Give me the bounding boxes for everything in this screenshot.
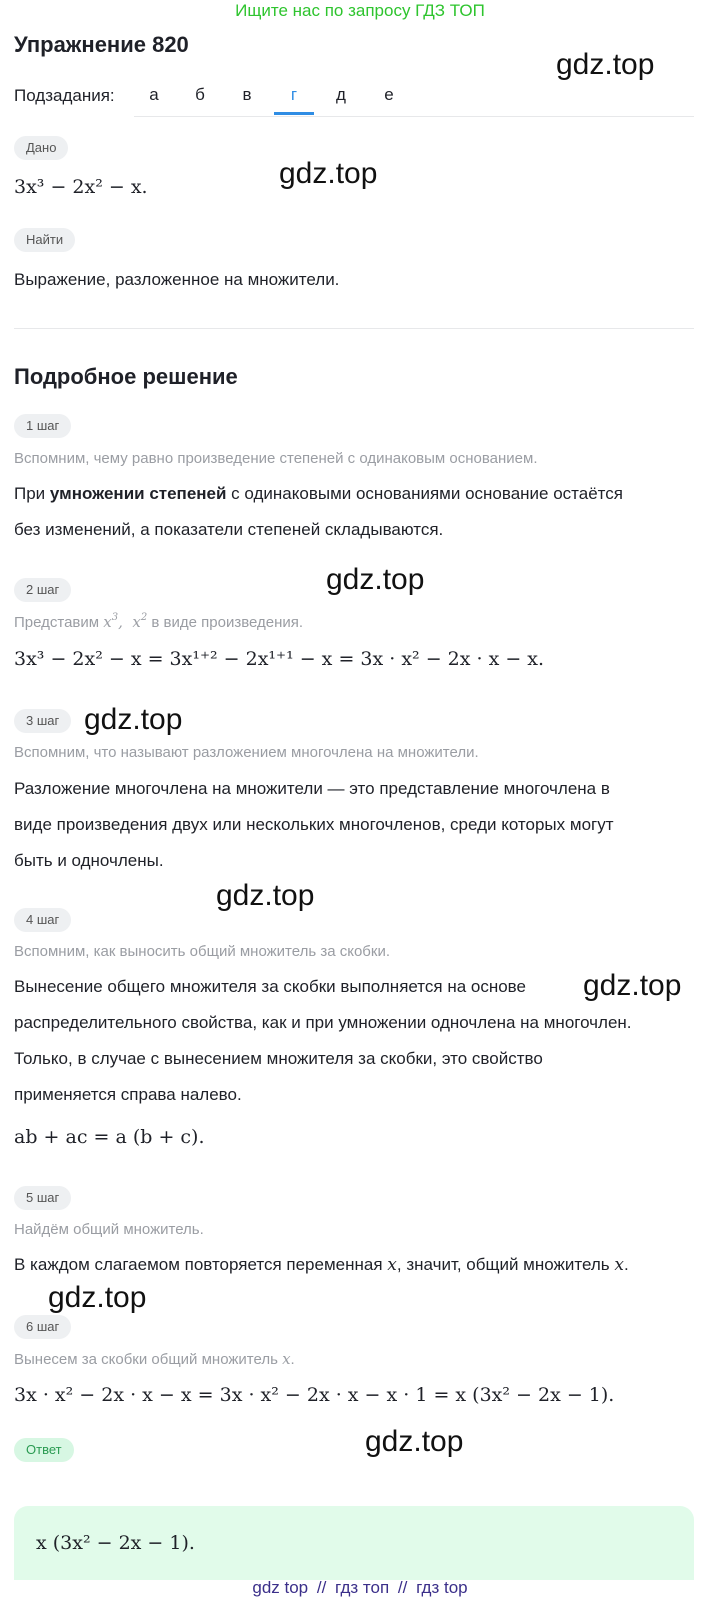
step-line: Вынесение общего множителя за скобки выполняется на основе: [14, 977, 526, 996]
footer-links: [0, 1578, 720, 1598]
step-text-dot: .: [623, 1255, 629, 1274]
hint-dot: .: [290, 1351, 295, 1368]
step-text: [14, 476, 694, 548]
divider: [14, 328, 694, 329]
watermark: gdz.top: [326, 563, 425, 596]
step-hint-post: в виде произведения.: [151, 614, 304, 631]
step-line: применяется справа налево.: [14, 1085, 242, 1104]
step-expression: ab + ac = a (b + c).: [14, 1126, 205, 1148]
step-hint: Вспомним, как выносить общий множитель за скобки.: [14, 943, 390, 960]
find-text: Выражение, разложенное на множители.: [14, 270, 340, 289]
subtask-tabs: [134, 80, 694, 117]
variable-x: x: [614, 1255, 624, 1275]
find-chip: Найти: [14, 228, 75, 252]
footer-link[interactable]: гдз top: [416, 1578, 468, 1597]
step-text-mid: , значит, общий множитель: [396, 1255, 610, 1274]
step-hint: [14, 1350, 295, 1368]
step-line: Только, в случае с вынесением множителя за скобки, это свойство: [14, 1049, 543, 1068]
step-text-line2: без изменений, а показатели степеней складываются.: [14, 520, 444, 539]
step-text-bold: умножении степеней: [49, 484, 227, 503]
watermark: gdz.top: [48, 1281, 147, 1314]
step-line: Разложение многочлена на множители — это представление многочлена в: [14, 779, 610, 798]
answer-chip: Ответ: [14, 1438, 74, 1462]
step-hint-pre: Вынесем за скобки общий множитель: [14, 1351, 278, 1368]
page-title: Упражнение 820: [14, 32, 189, 57]
given-expression: 3x³ − 2x² − x.: [14, 176, 148, 198]
answer-box: [14, 1506, 694, 1580]
footer-link[interactable]: гдз топ: [335, 1578, 390, 1597]
step-hint: Вспомним, что называют разложением многочлена на множители.: [14, 744, 479, 761]
watermark: gdz.top: [583, 969, 682, 1002]
footer-separator: //: [397, 1578, 408, 1597]
tab-a[interactable]: а: [149, 85, 159, 104]
step-text-rest: с одинаковыми основаниями основание остаётся: [226, 484, 623, 503]
step-expression: 3x · x² − 2x · x − x = 3x · x² − 2x · x − x · 1 = x (3x² − 2x − 1).: [14, 1384, 615, 1406]
step-text-pre: При: [14, 484, 50, 503]
step-hint: Найдём общий множитель.: [14, 1221, 204, 1238]
step-chip: 2 шаг: [14, 578, 71, 602]
step-chip: 3 шаг: [14, 709, 71, 733]
subtasks-label: Подзадания:: [14, 86, 115, 105]
variable-x: x: [387, 1255, 397, 1275]
step-chip: 5 шаг: [14, 1186, 71, 1210]
step-chip: 4 шаг: [14, 908, 71, 932]
watermark: gdz.top: [84, 703, 183, 736]
tab-d[interactable]: д: [336, 85, 346, 104]
tab-b[interactable]: б: [195, 85, 205, 104]
step-hint-pre: Представим: [14, 614, 100, 631]
step-hint: Вспомним, чему равно произведение степеней с одинаковым основанием.: [14, 450, 538, 467]
step-line: виде произведения двух или нескольких многочленов, среди которых могут: [14, 815, 614, 834]
watermark: gdz.top: [279, 157, 378, 190]
step-hint: [14, 613, 303, 631]
step-text: [14, 969, 704, 1113]
search-banner: Ищите нас по запросу ГДЗ ТОП: [235, 1, 485, 20]
hint-math: $x^3$, $x^2$: [103, 612, 148, 631]
step-text-pre: В каждом слагаемом повторяется переменная: [14, 1255, 383, 1274]
tab-e[interactable]: е: [384, 85, 394, 104]
step-expression: 3x³ − 2x² − x = 3x¹⁺² − 2x¹⁺¹ − x = 3x · x² − 2x · x − x.: [14, 648, 545, 670]
step-chip: 6 шаг: [14, 1315, 71, 1339]
watermark: gdz.top: [365, 1425, 464, 1458]
step-line: распределительного свойства, как и при умножении одночлена на многочлен.: [14, 1013, 632, 1032]
solution-title: Подробное решение: [14, 364, 238, 389]
step-line: быть и одночлены.: [14, 851, 164, 870]
tab-g[interactable]: г: [274, 80, 314, 115]
watermark: gdz.top: [216, 879, 315, 912]
watermark: gdz.top: [556, 48, 655, 81]
footer-separator: //: [316, 1578, 327, 1597]
footer-link[interactable]: gdz top: [252, 1578, 309, 1597]
hint-variable-x: x: [282, 1350, 291, 1368]
given-chip: Дано: [14, 136, 68, 160]
step-text: [14, 1247, 704, 1283]
step-chip: 1 шаг: [14, 414, 71, 438]
step-text: [14, 771, 704, 879]
tab-v[interactable]: в: [242, 85, 252, 104]
answer-expression: x (3x² − 2x − 1).: [36, 1532, 195, 1554]
